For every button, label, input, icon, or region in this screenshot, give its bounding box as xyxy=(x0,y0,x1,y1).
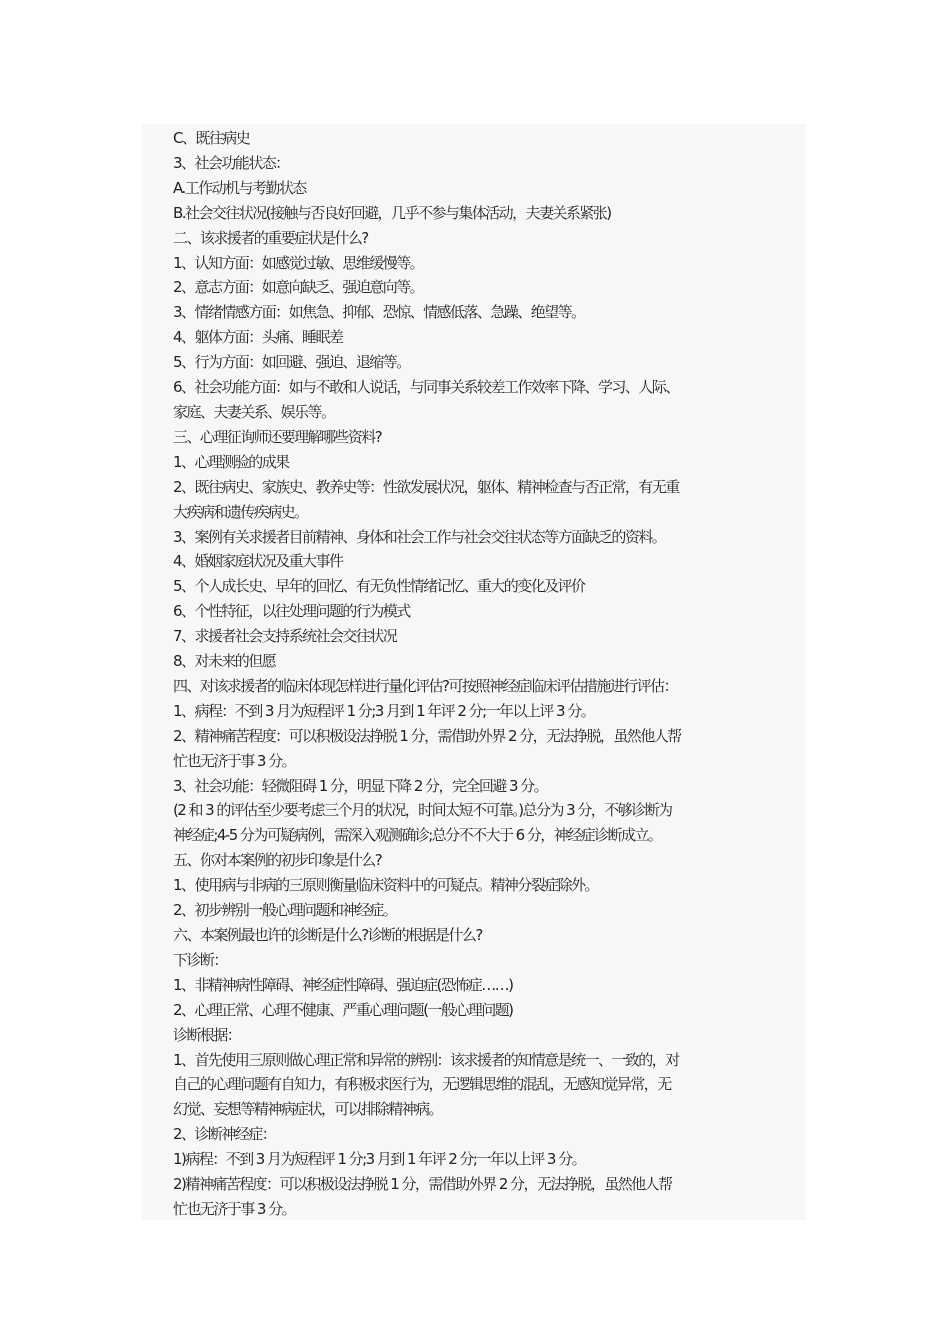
text-line: 6、社会功能方面：如与不敢和人说话，与同事关系较差工作效率下降、学习、人际、 xyxy=(173,378,679,397)
text-line: 7、求援者社会支持系统社会交往状况 xyxy=(173,627,397,646)
text-line: 2、既往病史、家族史、教养史等：性欲发展状况，躯体、精神检查与否正常，有无重 xyxy=(173,477,679,496)
text-line: 二、该求援者的重要症状是什么? xyxy=(173,228,368,247)
text-line: 四、对该求援者的临床体现怎样进行量化评估?可按照神经症临床评估措施进行评估： xyxy=(173,676,678,695)
text-line: 大疾病和遗传疾病史。 xyxy=(173,502,308,521)
text-line: 2、诊断神经症： xyxy=(173,1125,276,1144)
text-line: 忙也无济于事 3 分。 xyxy=(173,751,296,770)
text-line: 6、个性特征，以往处理问题的行为模式 xyxy=(173,602,410,621)
text-line: 2)精神痛苦程度：可以积极设法挣脱 1 分，需借助外界 2 分，无法挣脱，虽然他人帮 xyxy=(173,1175,672,1194)
text-line: 诊断根据： xyxy=(173,1025,241,1044)
text-line: 8、对未来的但愿 xyxy=(173,652,276,671)
text-line: 自己的心理问题有自知力，有积极求医行为，无逻辑思维的混乱，无感知觉异常，无 xyxy=(173,1075,671,1094)
text-line: 三、心理征询师还要理解哪些资料? xyxy=(173,427,382,446)
text-line: 3、情绪情感方面：如焦急、抑郁、恐惊、情感低落、急躁、绝望等。 xyxy=(173,303,585,322)
text-line: 3、社会功能：轻微阻碍 1 分，明显下降 2 分，完全回避 3 分。 xyxy=(173,776,548,795)
text-line: C、既往病史 xyxy=(173,129,250,147)
text-line: 1、非精神病性障碍、神经症性障碍、强迫症(恐怖症……) xyxy=(173,975,513,994)
text-line: 幻觉、妄想等精神病症状，可以排除精神病。 xyxy=(173,1100,443,1119)
text-line: 五、你对本案例的初步印象是什么? xyxy=(173,851,382,870)
text-line: 1)病程：不到 3 月为短程评 1 分;3 月到 1 年评 2 分;一年以上评 3 分。 xyxy=(173,1150,586,1169)
text-line: 神经症;4-5 分为可疑病例，需深入观测确诊;总分不不大于 6 分，神经症诊断成立。 xyxy=(173,826,662,845)
text-line: 下诊断： xyxy=(173,950,227,969)
text-line: 2、意志方面：如意向缺乏、强迫意向等。 xyxy=(173,278,424,297)
text-line: 家庭、夫妻关系、娱乐等。 xyxy=(173,402,335,421)
text-line: 2、精神痛苦程度：可以积极设法挣脱 1 分，需借助外界 2 分，无法挣脱，虽然他人帮 xyxy=(173,726,681,745)
text-line: 2、初步辨别一般心理问题和神经症。 xyxy=(173,901,397,920)
text-line: 4、躯体方面：头痛、睡眠差 xyxy=(173,328,343,347)
text-line: 4、婚姻家庭状况及重大事件 xyxy=(173,552,343,571)
text-line: 1、病程：不到 3 月为短程评 1 分;3 月到 1 年评 2 分;一年以上评 3 分。 xyxy=(173,701,595,720)
document-panel xyxy=(142,124,806,1220)
text-line: 5、行为方面：如回避、强迫、退缩等。 xyxy=(173,353,410,372)
text-line: 3、社会功能状态： xyxy=(173,153,289,172)
text-line: 1、使用病与非病的三原则衡量临床资料中的可疑点。精神分裂症除外。 xyxy=(173,876,598,895)
text-line: 1、认知方面：如感觉过敏、思维缓慢等。 xyxy=(173,253,424,272)
text-line: 3、案例有关求援者目前精神、身体和社会工作与社会交往状态等方面缺乏的资料。 xyxy=(173,527,666,546)
text-line: 1、心理测验的成果 xyxy=(173,452,289,471)
text-line: 5、个人成长史、早年的回忆、有无负性情绪记忆、重大的变化及评价 xyxy=(173,577,585,596)
text-line: 忙也无济于事 3 分。 xyxy=(173,1199,296,1218)
text-line: A.工作动机与考勤状态 xyxy=(173,178,306,197)
text-line: (2 和 3 的评估至少要考虑三个月的状况，时间太短不可靠。)总分为 3 分，不够诊断为 xyxy=(173,801,672,820)
text-line: B.社会交往状况(接触与否良好回避，几乎不参与集体活动，夫妻关系紧张) xyxy=(173,203,611,222)
text-line: 2、心理正常、心理不健康、严重心理问题(一般心理问题) xyxy=(173,1000,513,1019)
text-line: 1、首先使用三原则做心理正常和异常的辨别：该求援者的知情意是统一、一致的，对 xyxy=(173,1050,679,1069)
text-line: 六、本案例最也许的诊断是什么?诊断的根据是什么? xyxy=(173,926,482,944)
